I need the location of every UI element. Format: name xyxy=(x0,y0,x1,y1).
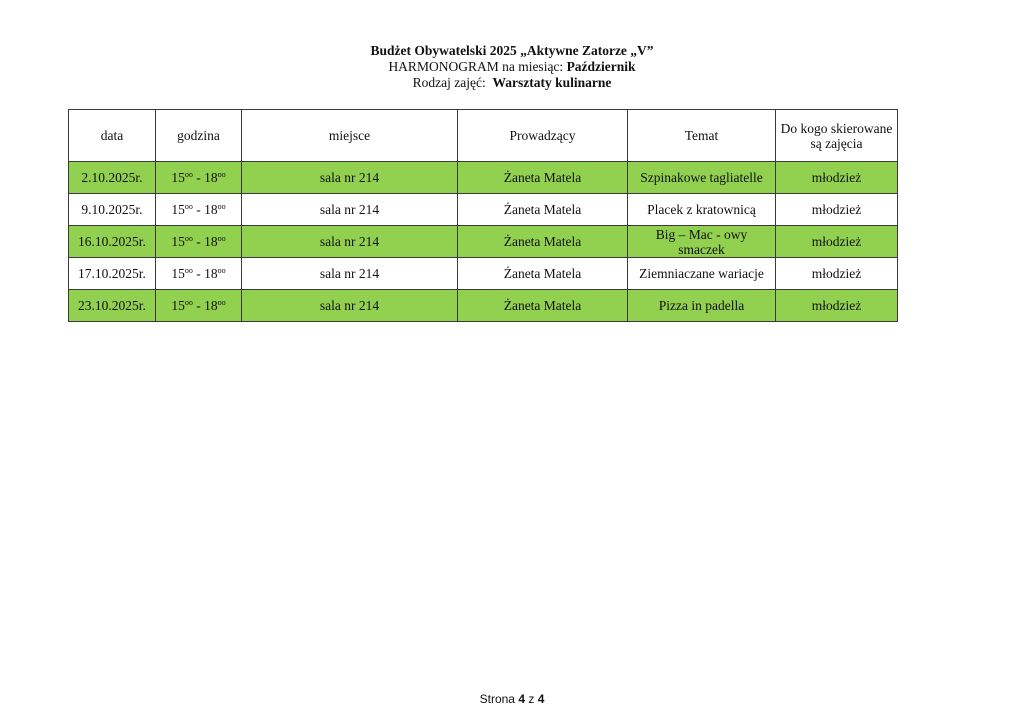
table-row xyxy=(69,194,898,226)
table-row xyxy=(69,162,898,194)
cell-place: sala nr 214 xyxy=(242,162,458,194)
document-title: Budżet Obywatelski 2025 „Aktywne Zatorze „V” xyxy=(370,43,654,58)
table-header-row xyxy=(69,110,898,162)
class-type-value: Warsztaty kulinarne xyxy=(492,75,612,90)
class-type-line xyxy=(0,75,1024,91)
column-header-place: miejsce xyxy=(242,110,458,162)
page-number-prefix: Strona xyxy=(479,692,515,706)
cell-place: sala nr 214 xyxy=(242,194,458,226)
cell-audience: młodzież xyxy=(776,258,898,290)
schedule-prefix: HARMONOGRAM na miesiąc: xyxy=(388,59,564,74)
schedule-line xyxy=(0,59,1024,75)
cell-date: 2.10.2025r. xyxy=(69,162,156,194)
cell-place: sala nr 214 xyxy=(242,290,458,322)
cell-time: $15^{oo} - 18^{oo}$ xyxy=(156,226,242,258)
column-header-topic: Temat xyxy=(628,110,776,162)
schedule-table xyxy=(68,109,898,322)
table-row xyxy=(69,258,898,290)
cell-time: $15^{oo} - 18^{oo}$ xyxy=(156,290,242,322)
cell-instructor: Żaneta Matela xyxy=(458,290,628,322)
column-header-date: data xyxy=(69,110,156,162)
cell-topic: Placek z kratownicą xyxy=(628,194,776,226)
cell-topic: Big – Mac - owy smaczek xyxy=(628,226,776,258)
column-header-audience: Do kogo skierowane są zajęcia xyxy=(776,110,898,162)
cell-time: $15^{oo} - 18^{oo}$ xyxy=(156,258,242,290)
cell-date: 17.10.2025r. xyxy=(69,258,156,290)
cell-date: 16.10.2025r. xyxy=(69,226,156,258)
cell-audience: młodzież xyxy=(776,290,898,322)
page-number-total: 4 xyxy=(537,692,545,706)
cell-audience: młodzież xyxy=(776,194,898,226)
class-type-prefix: Rodzaj zajęć: xyxy=(412,75,486,90)
cell-instructor: Żaneta Matela xyxy=(458,162,628,194)
page-number-separator: z xyxy=(528,692,535,706)
page-footer xyxy=(0,692,1024,706)
cell-date: 9.10.2025r. xyxy=(69,194,156,226)
cell-instructor: Żaneta Matela xyxy=(458,194,628,226)
schedule-month: Październik xyxy=(566,59,636,74)
document-header xyxy=(0,43,1024,91)
cell-topic: Szpinakowe tagliatelle xyxy=(628,162,776,194)
cell-topic: Ziemniaczane wariacje xyxy=(628,258,776,290)
cell-audience: młodzież xyxy=(776,226,898,258)
column-header-instructor: Prowadzący xyxy=(458,110,628,162)
cell-place: sala nr 214 xyxy=(242,258,458,290)
cell-time: $15^{oo} - 18^{oo}$ xyxy=(156,194,242,226)
page-number-current: 4 xyxy=(518,692,525,706)
cell-audience: młodzież xyxy=(776,162,898,194)
cell-time: $15^{oo} - 18^{oo}$ xyxy=(156,162,242,194)
cell-instructor: Żaneta Matela xyxy=(458,258,628,290)
cell-instructor: Żaneta Matela xyxy=(458,226,628,258)
table-row xyxy=(69,226,898,258)
cell-date: 23.10.2025r. xyxy=(69,290,156,322)
cell-place: sala nr 214 xyxy=(242,226,458,258)
cell-topic: Pizza in padella xyxy=(628,290,776,322)
column-header-time: godzina xyxy=(156,110,242,162)
table-row xyxy=(69,290,898,322)
